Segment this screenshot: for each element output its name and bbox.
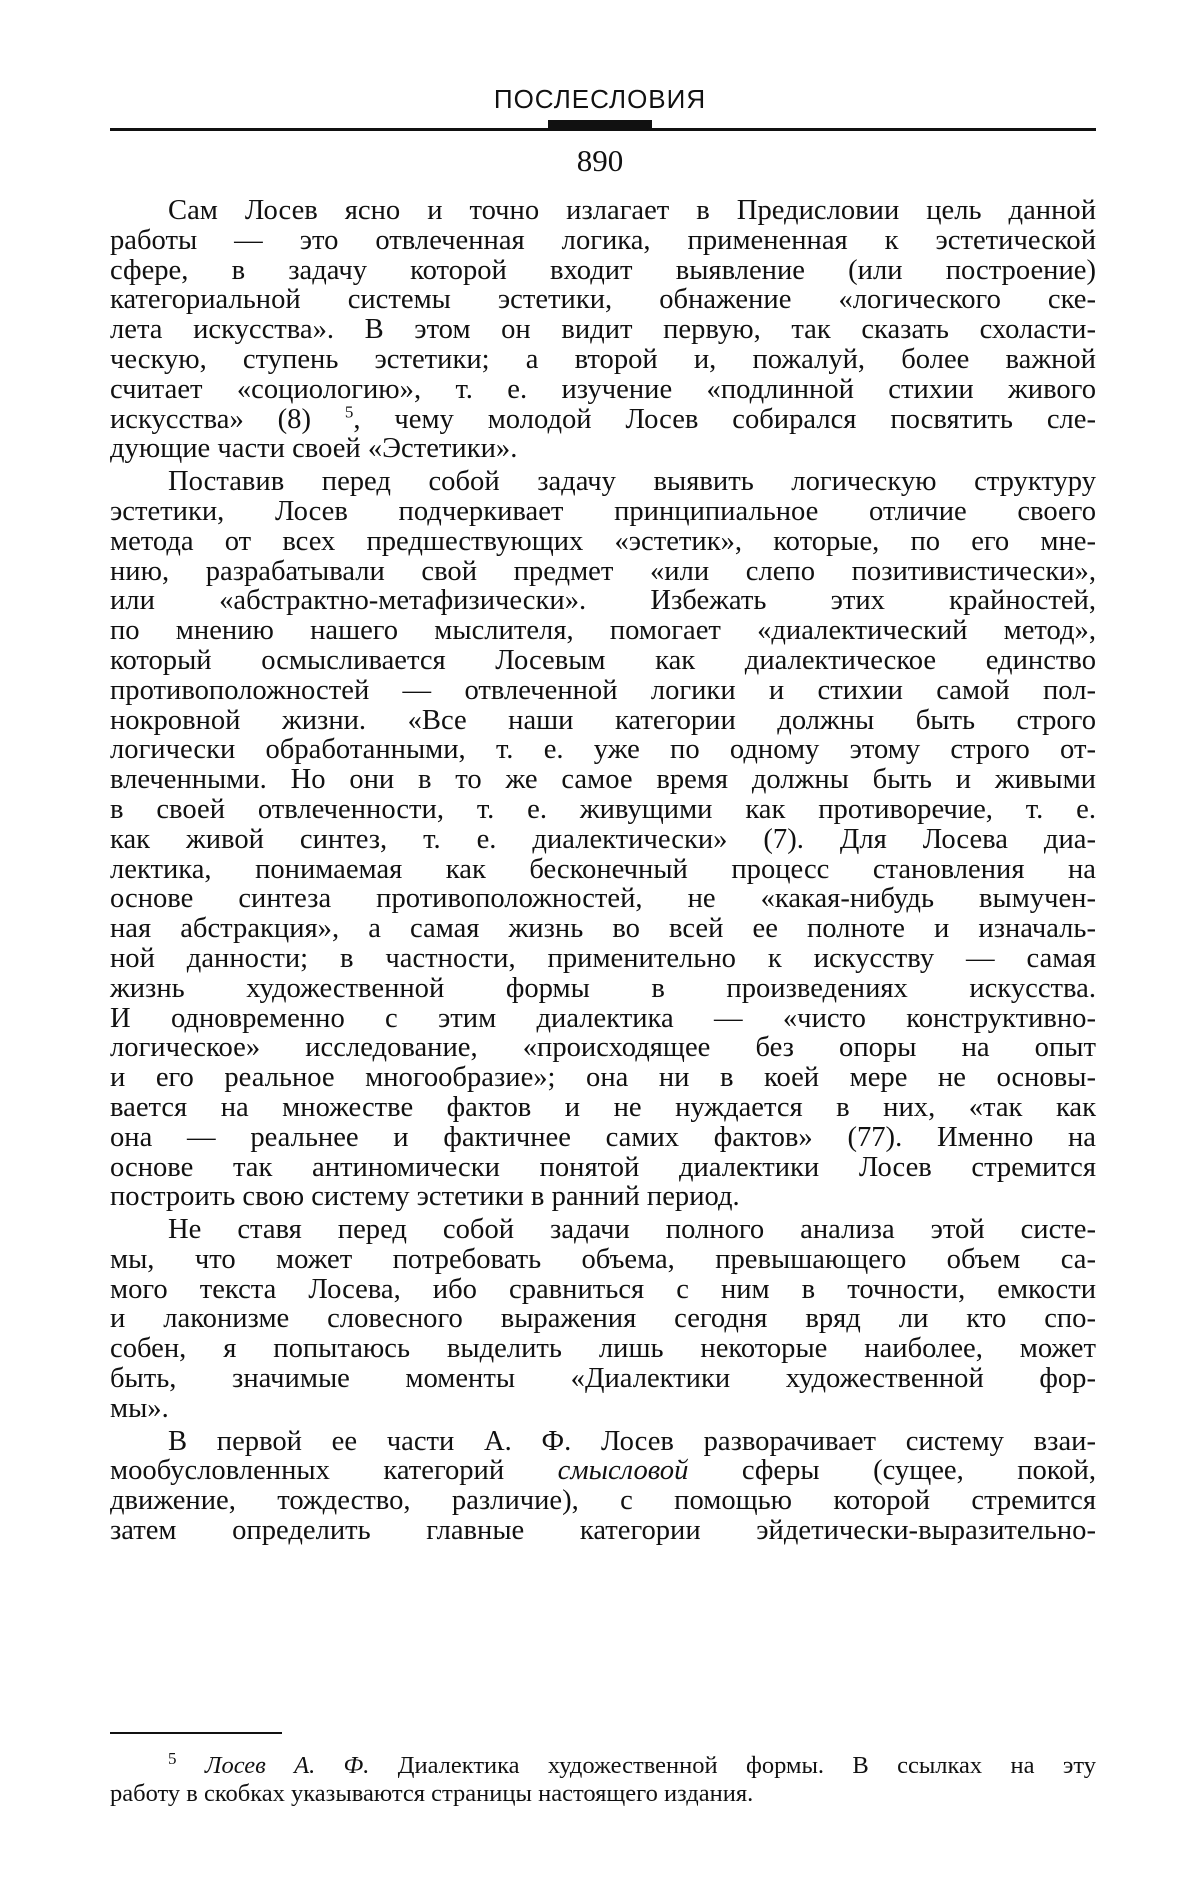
paragraph-4 — [110, 1427, 1096, 1546]
text-line: эстетики, Лосев подчеркивает принципиальное отличие своего — [110, 495, 1096, 527]
text-line: она — реальнее и фактичнее самих фактов» (77). Именно на — [110, 1121, 1096, 1153]
footnote — [110, 1748, 1097, 1808]
text-line: основе синтеза противоположностей, не «какая-нибудь вымучен- — [110, 883, 1096, 915]
text-line: по мнению нашего мыслителя, помогает «диалектический метод», — [110, 615, 1096, 647]
text-line: лектика, понимаемая как бесконечный процесс становления на — [110, 853, 1096, 885]
text-line: в своей отвлеченности, т. е. живущими как противоречие, т. е. — [110, 793, 1096, 825]
paragraph-1 — [110, 196, 1096, 464]
text-line: ная абстракция», а самая жизнь во всей ее полноте и изначаль- — [110, 913, 1096, 945]
text-line-start: мообусловленных категорий — [110, 1455, 505, 1487]
running-head: ПОСЛЕСЛОВИЯ — [493, 84, 707, 114]
text-line: жизнь художественной формы в произведениях искусства. — [110, 972, 1096, 1004]
text-line — [110, 1456, 1096, 1486]
text-line: движение, тождество, различие), с помощью которой стремится — [110, 1485, 1096, 1517]
footnote-text: Диалектика художественной формы. В ссылках на эту — [369, 1752, 1097, 1779]
text-line: основе так антиномически понятой диалектики Лосев стремится — [110, 1151, 1096, 1183]
page-number: 890 — [576, 143, 624, 178]
text-line: мы». — [110, 1392, 169, 1424]
text-line: или «абстрактно-метафизически». Избежать этих крайностей, — [110, 585, 1096, 617]
text-line: влеченными. Но они в то же самое время должны быть и живыми — [110, 764, 1096, 796]
footnote-line — [110, 1748, 1097, 1780]
text-line: Поставив перед собой задачу выявить логическую структуру — [168, 466, 1096, 498]
text-line: логическое» исследование, «происходящее без опоры на опыт — [110, 1032, 1096, 1064]
text-line: работы — это отвлеченная логика, примененная к эстетической — [110, 224, 1096, 256]
text-line: мы, что может потребовать объема, превышающего объем са- — [110, 1243, 1096, 1275]
text-line: собен, я попытаюсь выделить лишь некоторые наиболее, может — [110, 1333, 1096, 1365]
body-text — [110, 196, 1096, 1546]
text-line: считает «социологию», т. е. изучение «подлинной стихии живого — [110, 373, 1096, 405]
text-line: нокровной жизни. «Все наши категории должны быть строго — [110, 704, 1096, 736]
text-line: логически обработанными, т. е. уже по одному этому строго от- — [110, 734, 1096, 766]
text-line: категориальной системы эстетики, обнажение «логического ске- — [110, 284, 1096, 316]
text-line: быть, значимые моменты «Диалектики художественной фор- — [110, 1363, 1096, 1395]
text-line: Не ставя перед собой задачи полного анализа этой систе- — [168, 1214, 1096, 1246]
footnote-author: Лосев А. Ф. — [204, 1752, 370, 1779]
paragraph-2 — [110, 467, 1096, 1212]
footnote-line: работу в скобках указываются страницы настоящего издания. — [110, 1780, 754, 1807]
text-line: который осмысливается Лосевым как диалектическое единство — [110, 644, 1096, 676]
footnote-rule — [110, 1732, 282, 1734]
text-line-end: сферы (сущее, покой, — [688, 1455, 1096, 1487]
text-line: В первой ее части А. Ф. Лосев разворачивает систему взаи- — [168, 1425, 1096, 1457]
text-line: ческую, ступень эстетики; а второй и, пожалуй, более важной — [110, 343, 1096, 375]
text-line-end: , чему молодой Лосев собирался посвятить сле- — [353, 403, 1096, 435]
footnote-marker: 5 — [168, 1748, 177, 1768]
text-line: мого текста Лосева, ибо сравниться с ним в точности, емкости — [110, 1273, 1096, 1305]
text-line-start: искусства» (8) — [110, 403, 311, 435]
text-line: дующие части своей «Эстетики». — [110, 433, 518, 465]
text-line: И одновременно с этим диалектика — «чисто конструктивно- — [110, 1002, 1096, 1034]
footnote-reference[interactable]: 5 — [344, 402, 354, 422]
text-line — [110, 402, 1096, 435]
paragraph-3 — [110, 1215, 1096, 1424]
text-line: сфере, в задачу которой входит выявление (или построение) — [110, 254, 1096, 286]
emphasized-word: смысловой — [557, 1455, 689, 1487]
text-line: метода от всех предшествующих «эстетик», которые, по его мне- — [110, 525, 1096, 557]
text-line: и его реальное многообразие»; она ни в коей мере не основы- — [110, 1062, 1096, 1094]
text-line: построить свою систему эстетики в ранний период. — [110, 1181, 740, 1213]
text-line: лета искусства». В этом он видит первую, так сказать схоласти- — [110, 314, 1096, 346]
text-line: противоположностей — отвлеченной логики и стихии самой пол- — [110, 674, 1096, 706]
text-line: вается на множестве фактов и не нуждается в них, «так как — [110, 1091, 1096, 1123]
text-line: нию, разрабатывали свой предмет «или слепо позитивистически», — [110, 555, 1096, 587]
text-line: как живой синтез, т. е. диалектически» (7). Для Лосева диа- — [110, 823, 1096, 855]
text-line: Сам Лосев ясно и точно излагает в Предисловии цель данной — [168, 195, 1096, 226]
text-line: затем определить главные категории эйдетически-выразительно- — [110, 1515, 1096, 1547]
text-line: и лаконизме словесного выражения сегодня вряд ли кто спо- — [110, 1303, 1096, 1335]
text-line: ной данности; в частности, применительно к искусству — самая — [110, 942, 1096, 974]
header-rule-tab — [548, 120, 652, 131]
